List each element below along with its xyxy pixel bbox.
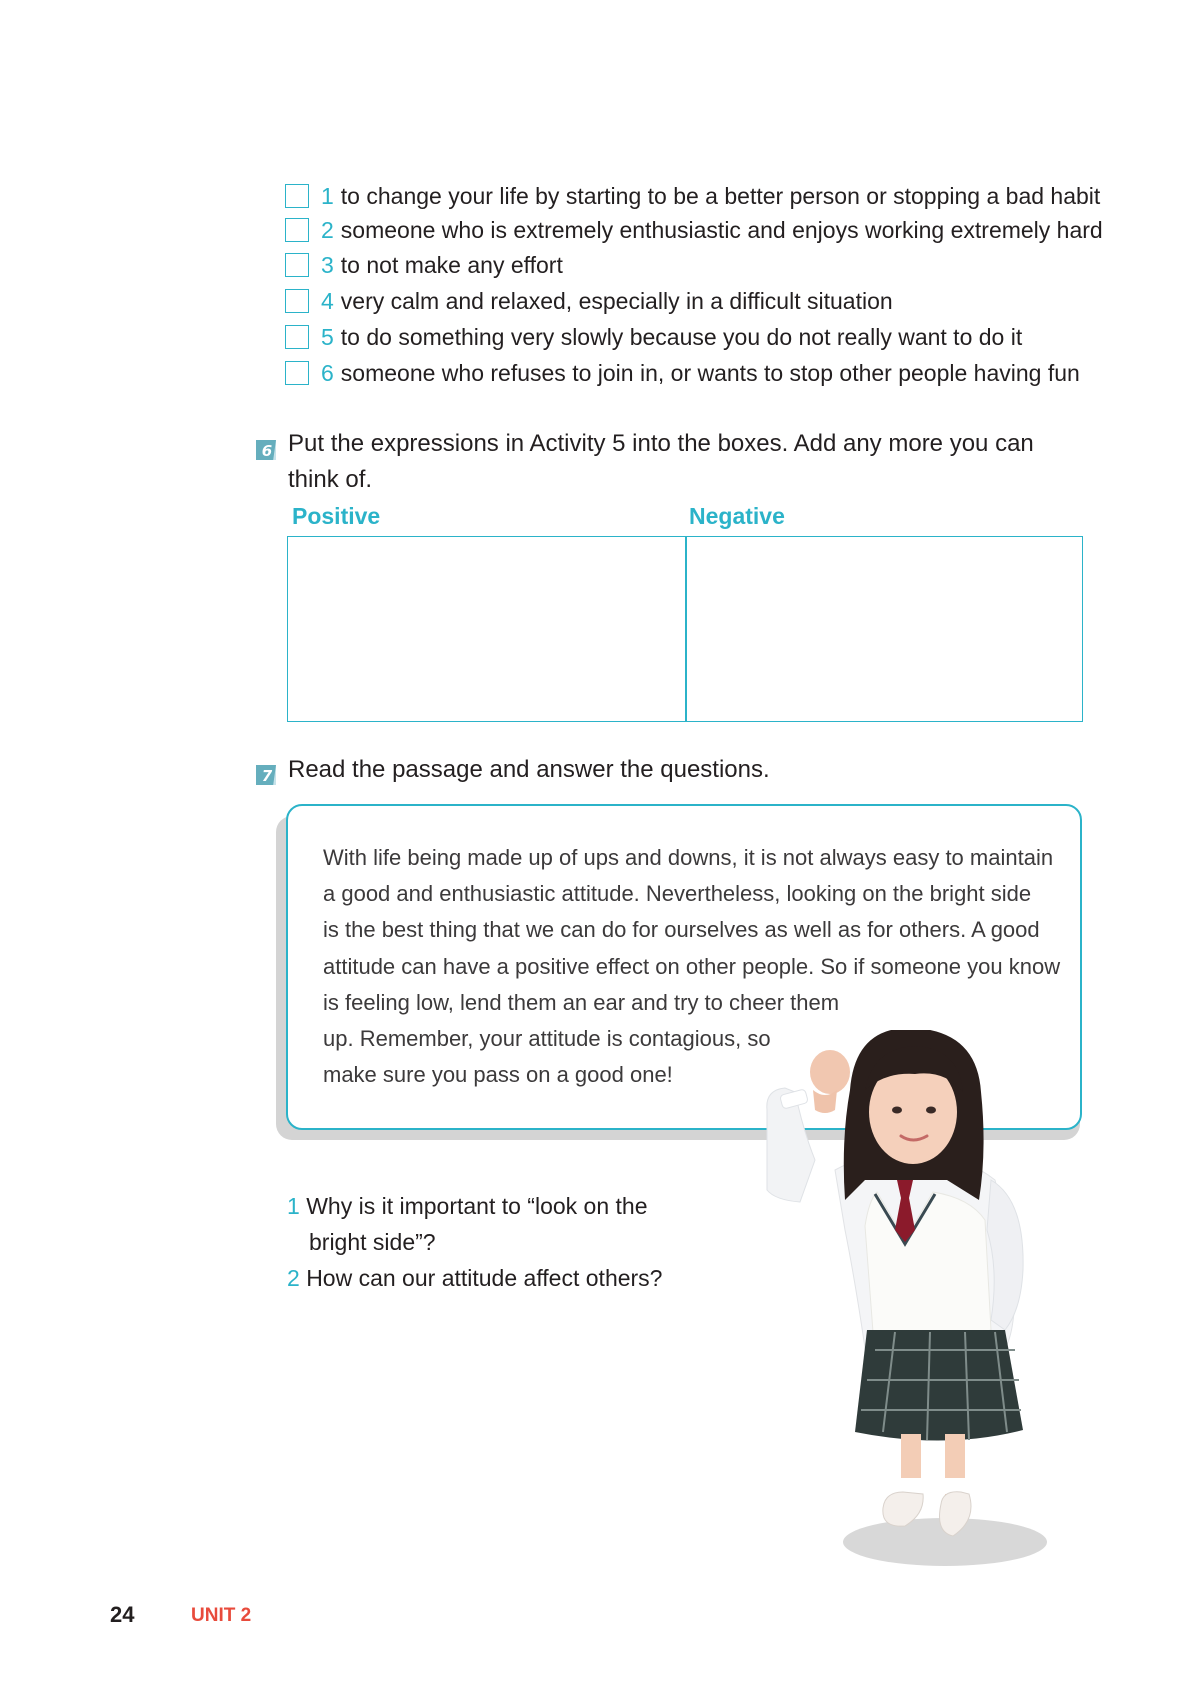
student-illustration: [755, 1030, 1075, 1570]
definition-item: [285, 183, 1100, 209]
question-1-continued: bright side”?: [309, 1229, 436, 1255]
definition-number: 5: [321, 323, 334, 350]
activity-6-number: 6: [261, 442, 273, 460]
answer-checkbox[interactable]: [285, 218, 309, 242]
answer-checkbox[interactable]: [285, 325, 309, 349]
definition-number: 2: [321, 216, 334, 243]
passage-line: make sure you pass on a good one!: [323, 1062, 673, 1087]
answer-checkbox[interactable]: [285, 253, 309, 277]
question-text: How can our attitude affect others?: [306, 1265, 663, 1291]
negative-column-label: Negative: [689, 503, 785, 529]
definition-number: 6: [321, 359, 334, 386]
question-number: 2: [287, 1265, 300, 1291]
page-number: 24: [110, 1602, 135, 1627]
positive-box[interactable]: [288, 537, 684, 721]
definition-text: to do something very slowly because you do not really want to do it: [340, 323, 1023, 350]
passage-line: With life being made up of ups and downs, it is not always easy to maintain: [323, 845, 1054, 870]
definition-text: someone who is extremely enthusiastic and enjoys working extremely hard: [340, 216, 1103, 243]
answer-checkbox[interactable]: [285, 361, 309, 385]
definition-number: 4: [321, 287, 334, 314]
definition-number: 3: [321, 251, 334, 278]
question-1: [287, 1193, 648, 1220]
passage-line: a good and enthusiastic attitude. Nevertheless, looking on the bright side: [323, 881, 1032, 906]
definition-text: someone who refuses to join in, or wants to stop other people having fun: [340, 359, 1080, 386]
passage-line: up. Remember, your attitude is contagious, so: [323, 1026, 771, 1051]
question-2: [287, 1265, 662, 1292]
activity-6-line-2: think of.: [288, 466, 373, 493]
activity-6-badge-icon: [256, 440, 276, 460]
question-number: 1: [287, 1193, 300, 1219]
activity-7-instruction: Read the passage and answer the questions.: [288, 756, 770, 783]
answer-checkbox[interactable]: [285, 184, 309, 208]
activity-6-line-1: Put the expressions in Activity 5 into the boxes. Add any more you can: [288, 430, 1034, 457]
passage-line: is feeling low, lend them an ear and try to cheer them: [323, 990, 840, 1015]
positive-column-label: Positive: [292, 503, 381, 529]
sorting-table: [287, 536, 1083, 722]
negative-box[interactable]: [687, 537, 1081, 721]
passage-line: attitude can have a positive effect on other people. So if someone you know: [323, 954, 1061, 979]
question-text: Why is it important to “look on the: [306, 1193, 648, 1219]
activity-7-badge-icon: [256, 765, 276, 785]
unit-label: UNIT 2: [191, 1605, 252, 1626]
definition-text: to change your life by starting to be a better person or stopping a bad habit: [340, 182, 1101, 209]
activity-7-number: 7: [261, 767, 273, 785]
activity-6-instruction: [288, 426, 1088, 498]
definition-item: [285, 288, 893, 314]
answer-checkbox[interactable]: [285, 289, 309, 313]
definition-item: [285, 360, 1080, 386]
definition-item: [285, 324, 1022, 350]
definition-text: very calm and relaxed, especially in a difficult situation: [340, 287, 893, 314]
passage-line: is the best thing that we can do for ourselves as well as for others. A good: [323, 917, 1040, 942]
definition-number: 1: [321, 182, 334, 209]
definition-text: to not make any effort: [340, 251, 563, 278]
definition-item: [285, 217, 1103, 243]
definition-item: [285, 252, 563, 278]
